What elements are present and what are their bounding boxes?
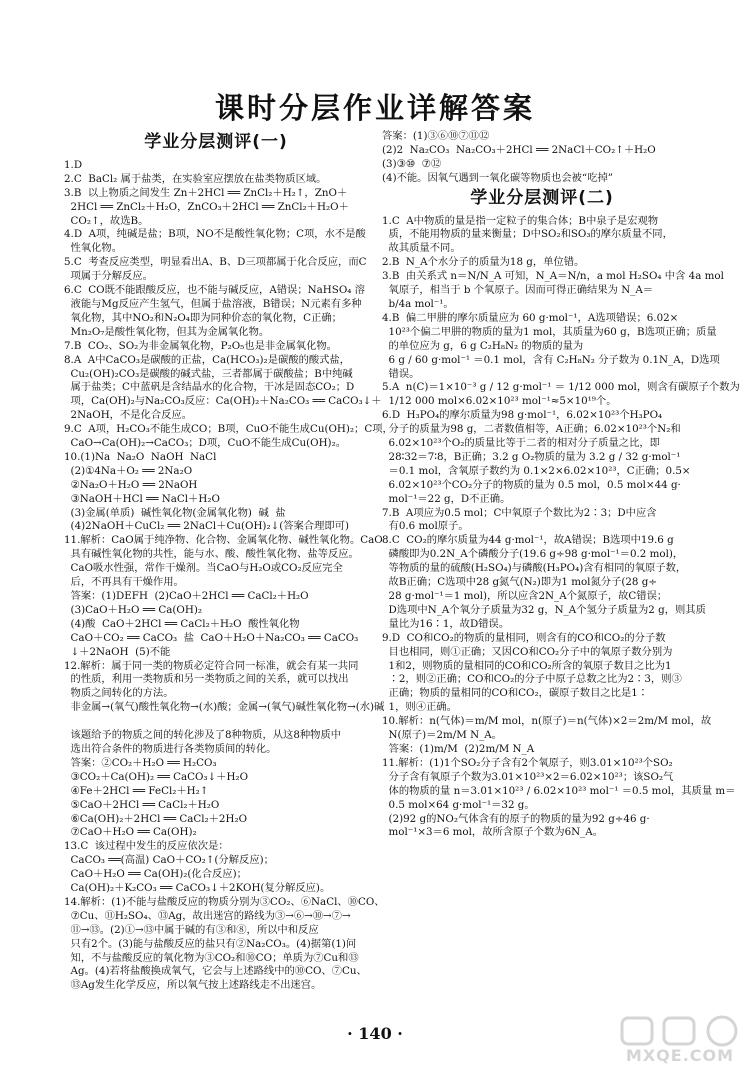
answer-line: 28∶32＝7∶8，B正确；3.2 g O₂物质的量为 3.2 g / 32 g·mol⁻¹ <box>382 450 681 463</box>
answer-line: 量比为16∶1，故D错误。 <box>382 617 510 630</box>
answer-line: 6.02×10²³个CO₂分子的物质的量为 0.5 mol，0.5 mol×44 g· <box>382 478 681 491</box>
answer-line: CaO吸水性强，常作干燥剂。当CaO与H₂O或CO₂反应完全 <box>64 562 343 575</box>
answer-line: 13.C 该过程中发生的反应依次是： <box>64 840 229 853</box>
answer-line: 12.解析：属于同一类的物质必定符合同一标准，就会有某一共同 <box>64 659 359 672</box>
answer-line: 故B正确；C选项中28 g氮气(N₂)即为1 mol氮分子(28 g÷ <box>382 576 657 589</box>
right-column <box>382 130 740 840</box>
answer-line: 10.解析：n(气体)＝m/M mol，n(原子)＝n(气体)×2＝2m/M mol，故 <box>382 715 712 728</box>
answer-line: 错误。 <box>382 367 420 380</box>
answer-line: 10.(1)Na Na₂O NaOH NaCl <box>64 450 217 463</box>
answer-line: 28 g·mol⁻¹＝1 mol)，所以应含2N_A个氮原子，故C错误； <box>382 590 668 602</box>
answer-line: 8.C CO₂的摩尔质量为44 g·mol⁻¹，故A错误；B选项中19.6 g <box>382 534 674 547</box>
answer-line: CO₂↑，故选B。 <box>64 214 149 227</box>
answer-line: 6.02×10²³个O₂的质量比等于二者的相对分子质量之比，即 <box>382 437 660 450</box>
answer-line: 1/12 000 mol×6.02×10²³ mol⁻¹≈5×10¹⁹个。 <box>382 395 617 408</box>
section-heading-1: 学业分层测评(一) <box>144 132 288 152</box>
answer-line: 8.A A中CaCO₃是碳酸的正盐，Ca(HCO₃)₂是碳酸的酸式盐， <box>64 353 351 366</box>
answer-line: ↓＋2NaOH (5)不能 <box>64 645 171 658</box>
answer-line: ⑬Ag发生化学反应，所以氧气按上述路线走不出迷宫。 <box>64 979 322 992</box>
section-heading-2: 学业分层测评(二) <box>470 187 614 208</box>
answer-line: (4)酸 CaO＋2HCl ══ CaCl₂＋H₂O 酸性氧化物 <box>64 617 300 630</box>
answer-continuation <box>382 130 702 186</box>
answer-line: 0.5 mol×64 g·mol⁻¹＝32 g。 <box>382 798 535 811</box>
answer-line: 1.C A中物质的量是指一定粒子的集合体；B中泉子是宏观物 <box>382 214 659 227</box>
answer-line: (4)2NaOH＋CuCl₂ ══ 2NaCl＋Cu(OH)₂↓(答案合理即可) <box>64 520 350 533</box>
left-answers <box>64 158 393 993</box>
answer-line: 氧原子，相当于 b 个氧原子。因而可得正确结果为 N_A＝ <box>382 284 654 297</box>
answer-line: 等物质的量的硫酸(H₂SO₄)与磷酸(H₃PO₄)含有相同的氧原子数， <box>382 562 687 575</box>
answer-line: ④Fe＋2HCl ══ FeCl₂＋H₂↑ <box>64 784 209 797</box>
answer-line <box>64 715 368 729</box>
answer-line: 后，不再具有干燥作用。 <box>64 576 184 589</box>
answer-line: 1和2，则物质的量相同的CO和CO₂所含的氧原子数目之比为1 <box>382 659 672 672</box>
answer-line: 性氧化物。 <box>64 242 123 255</box>
answer-line: CaCO₃ ══(高温) CaO＋CO₂↑(分解反应)； <box>64 854 274 867</box>
answer-line: 目也相同，则①正确；又因CO和CO₂分子中的氧原子数分别为 <box>382 645 673 658</box>
answer-line: CaO＋H₂O ══ Ca(OH)₂(化合反应)； <box>64 868 247 881</box>
answer-line: 答案：(1)③⑥⑩⑦⑪⑫ <box>382 130 490 142</box>
answer-line: 选出符合条件的物质进行各类物质间的转化。 <box>64 742 277 755</box>
answer-line: ③NaOH＋HCl ══ NaCl＋H₂O <box>64 492 220 505</box>
watermark-emblem-icon <box>618 1014 742 1048</box>
answer-line: 氧化物，其中NO₂和N₂O₄即为同种价态的氧化物，C正确； <box>64 311 342 324</box>
answer-line: 属于盐类；C中蓝矾是含结晶水的化合物，干冰是固态CO₂；D <box>64 381 355 394</box>
answer-line: 11.解析：(1)1个SO₂分子含有2个氧原子，则3.01×10²³个SO₂ <box>382 756 673 769</box>
answer-line: 答案：(1)DEFH (2)CaO＋2HCl ══ CaCl₂＋H₂O <box>64 590 309 602</box>
answer-line: N(原子)＝2m/M N_A。 <box>382 729 502 742</box>
answer-line: ∶2，则②正确；CO和CO₂的分子中原子总数之比为2∶3，则③ <box>382 673 682 686</box>
answer-line: (2)92 g的NO₂气体含有的原子的物质的量为92 g÷46 g· <box>382 812 650 825</box>
watermark-text: MXQE.COM <box>625 1046 735 1065</box>
left-column <box>64 130 393 993</box>
answer-line: 14.解析：(1)不能与盐酸反应的物质分别为③CO₂、⑥NaCl、⑩CO、 <box>64 895 385 908</box>
answer-line: ⑦Cu、⑪H₂SO₄、⑬Ag，故出迷宫的路线为③→⑥→⑩→⑦→ <box>64 909 351 922</box>
answer-line: CaO＋CO₂ ══ CaCO₃ 盐 CaO＋H₂O＋Na₂CO₃ ══ CaCO₃ <box>64 631 359 644</box>
answer-line: 6 g / 60 g·mol⁻¹ ＝0.1 mol，含有 C₂H₈N₂ 分子数为 0.1N_A，D选项 <box>382 353 720 366</box>
answer-line: ⑥Ca(OH)₂＋2HCl ══ CaCl₂＋2H₂O <box>64 812 248 825</box>
answer-line: 液能与Mg反应产生氢气，但属于盐溶液，B错误；N元素有多种 <box>64 297 362 310</box>
answer-line: 项，Ca(OH)₂与Na₂CO₃反应：Ca(OH)₂＋Na₂CO₃ ══ CaCO₃↓＋ <box>64 395 382 408</box>
answer-line: Ca(OH)₂＋K₂CO₃ ══ CaCO₃↓＋2KOH(复分解反应)。 <box>64 882 331 895</box>
answer-line: (2)①4Na＋O₂ ══ 2Na₂O <box>64 464 193 477</box>
answer-line: D选项中N_A个氧分子质量为32 g，N_A个氢分子质量为2 g，则其质 <box>382 603 706 616</box>
answer-line: ＝0.1 mol，含氧原子数约为 0.1×2×6.02×10²³，C正确；0.5× <box>382 464 691 477</box>
answer-line: (2)2 Na₂CO₃ Na₂CO₃＋2HCl ══ 2NaCl＋CO₂↑＋H₂O <box>382 143 656 156</box>
answer-line: (3)金属(单质) 碱性氧化物(金属氧化物) 碱 盐 <box>64 506 286 519</box>
answer-line: 分子含有氧原子个数为3.01×10²³×2＝6.02×10²³；该SO₂气 <box>382 770 674 783</box>
answer-line: 3.B 由关系式 n＝N/N_A 可知，N_A＝N/n，a mol H₂SO₄ 中含 4a mol <box>382 270 724 283</box>
answer-line: 有0.6 mol原子。 <box>382 520 469 533</box>
answer-line: 9.C A项，H₂CO₃不能生成CO；B项，CuO不能生成Cu(OH)₂；C项， <box>64 423 393 436</box>
answer-line: 5.C 考查反应类型，明显看出A、B、D三项都属于化合反应，而C <box>64 256 367 269</box>
answer-line: b/4a mol⁻¹。 <box>382 297 454 310</box>
answer-line: 具有碱性氧化物的共性，能与水、酸、酸性氧化物、盐等反应。 <box>64 548 359 561</box>
answer-line: (3)CaO＋H₂O ══ Ca(OH)₂ <box>64 603 202 616</box>
answer-line: 7.B CO₂、SO₂为非金属氧化物，P₂O₅也是非金属氧化物。 <box>64 339 337 352</box>
answer-line: 10²³个偏二甲肼的物质的量为1 mol，其质量为60 g，B选项正确；质量 <box>382 325 717 338</box>
answer-line: ③CO₂＋Ca(OH)₂ ══ CaCO₃↓＋H₂O <box>64 770 249 783</box>
answer-line: (4)不能。因氧气遇到一氧化碳等物质也会被“吃掉” <box>382 171 614 184</box>
answer-line: 7.B A项应为0.5 mol；C中氧原子个数比为2∶3；D中应含 <box>382 506 657 519</box>
answer-line: ⑪→⑬。(2)①→⑬中属于碱的有③和⑧，所以中和反应 <box>64 923 319 936</box>
answer-line: 体的物质的量 n＝3.01×10²³ / 6.02×10²³ mol⁻¹ ＝0.5 mol，其质量 m＝ <box>382 784 736 797</box>
answer-line: 物质之间转化的方法。 <box>64 687 174 700</box>
answer-line: CaO→Ca(OH)₂→CaCO₃；D项，CuO不能生成Cu(OH)₂。 <box>64 437 347 450</box>
answer-line: 6.C CO既不能跟酸反应，也不能与碱反应，A错误；NaHSO₄ 溶 <box>64 284 365 297</box>
answer-line: 4.B 偏二甲肼的摩尔质量应为 60 g·mol⁻¹，A选项错误；6.02× <box>382 311 679 324</box>
answer-line: 的单位应为 g，6 g C₂H₈N₂ 的物质的量为 <box>382 339 584 352</box>
answer-line: 5.A n(C)＝1×10⁻³ g / 12 g·mol⁻¹ ＝ 1/12 000 mol，则含有碳原子个数为 <box>382 381 740 394</box>
answer-line: 的性质，利用一类物质和另一类物质之间的关系，就可以找出 <box>64 673 349 686</box>
answer-line: 答案：(1)m/M (2)2m/M N_A <box>382 742 535 755</box>
answer-line: 9.D CO和CO₂的物质的量相同，则含有的CO和CO₂的分子数 <box>382 631 666 644</box>
answer-line: 2.B N_A个水分子的质量为18 g，单位错。 <box>382 256 585 269</box>
answer-line: 2HCl ══ ZnCl₂＋H₂O，ZnCO₃＋2HCl ══ ZnCl₂＋H₂O＋ <box>64 200 349 213</box>
answer-line: 11.解析：CaO属于纯净物、化合物、金属氧化物、碱性氧化物。CaO <box>64 534 383 547</box>
answer-line: ⑦CaO＋H₂O ══ Ca(OH)₂ <box>64 826 197 839</box>
answer-line: 该题给予的物质之间的转化涉及了8种物质，从这8种物质中 <box>64 729 342 742</box>
answer-line: 答案：②CO₂＋H₂O ══ H₂CO₃ <box>64 756 217 769</box>
answer-line: 1，则④正确。 <box>382 701 457 714</box>
answer-line: 磷酸即为0.2N_A个磷酸分子(19.6 g÷98 g·mol⁻¹＝0.2 mol)， <box>382 548 684 561</box>
page-number: · 140 · <box>347 1024 403 1043</box>
right-answers <box>382 214 740 841</box>
answer-line: 质，不能用物质的量来衡量；D中SO₂和SO₃的摩尔质量不同， <box>382 228 673 241</box>
answer-line: 故其质量不同。 <box>382 242 461 255</box>
answer-line: 项属于分解反应。 <box>64 270 153 283</box>
answer-line: 2.C BaCl₂ 属于盐类，在实验室应摆放在盐类物质区域。 <box>64 172 327 185</box>
answer-line: 只有2个。(3)能与盐酸反应的盐只有②Na₂CO₃。(4)据第(1)问 <box>64 937 357 950</box>
answer-line: ⑤CaO＋2HCl ══ CaCl₂＋H₂O <box>64 798 220 811</box>
answer-line: mol⁻¹＝22 g，D不正确。 <box>382 492 511 505</box>
answer-line: 非金属→(氧气)酸性氧化物→(水)酸；金属→(氧气)碱性氧化物→(水)碱 <box>64 701 385 714</box>
answer-line: Ag。(4)若将盐酸换成氧气，它会与上述路线中的⑩CO、⑦Cu、 <box>64 965 367 978</box>
answer-line: 正确；物质的量相同的CO和CO₂，碳原子数目之比是1∶ <box>382 687 649 700</box>
answer-line: 分子的质量为98 g，二者数值相等，A正确；6.02×10²³个N₂和 <box>382 423 681 436</box>
answer-line: 1.D <box>64 158 83 171</box>
answer-line: (3)③⑩ ⑦⑫ <box>382 157 442 170</box>
page-title: 课时分层作业详解答案 <box>214 91 535 125</box>
answer-line: 2NaOH，不是化合反应。 <box>64 409 193 422</box>
answer-line: 3.B 以上物质之间发生 Zn＋2HCl ══ ZnCl₂＋H₂↑，ZnO＋ <box>64 186 348 199</box>
answer-line: mol⁻¹×3＝6 mol，故所含原子个数为6N_A。 <box>382 826 604 839</box>
answer-line: 4.D A项，纯碱是盐；B项，NO不是酸性氧化物；C项，水不是酸 <box>64 228 366 241</box>
answer-line: 知，不与盐酸反应的氧化物为③CO₂和⑩CO；单质为⑦Cu和⑬ <box>64 951 359 964</box>
answer-line: ②Na₂O＋H₂O ══ 2NaOH <box>64 478 198 491</box>
watermark-logo <box>618 1014 742 1068</box>
answer-line: 6.D H₃PO₄的摩尔质量为98 g·mol⁻¹，6.02×10²³个H₃PO₄ <box>382 409 663 422</box>
answer-line: Cu₂(OH)₂CO₃是碳酸的碱式盐，三者都属于碳酸盐；B中纯碱 <box>64 367 353 380</box>
answer-line: Mn₂O₇是酸性氧化物，但其为金属氧化物。 <box>64 325 270 338</box>
